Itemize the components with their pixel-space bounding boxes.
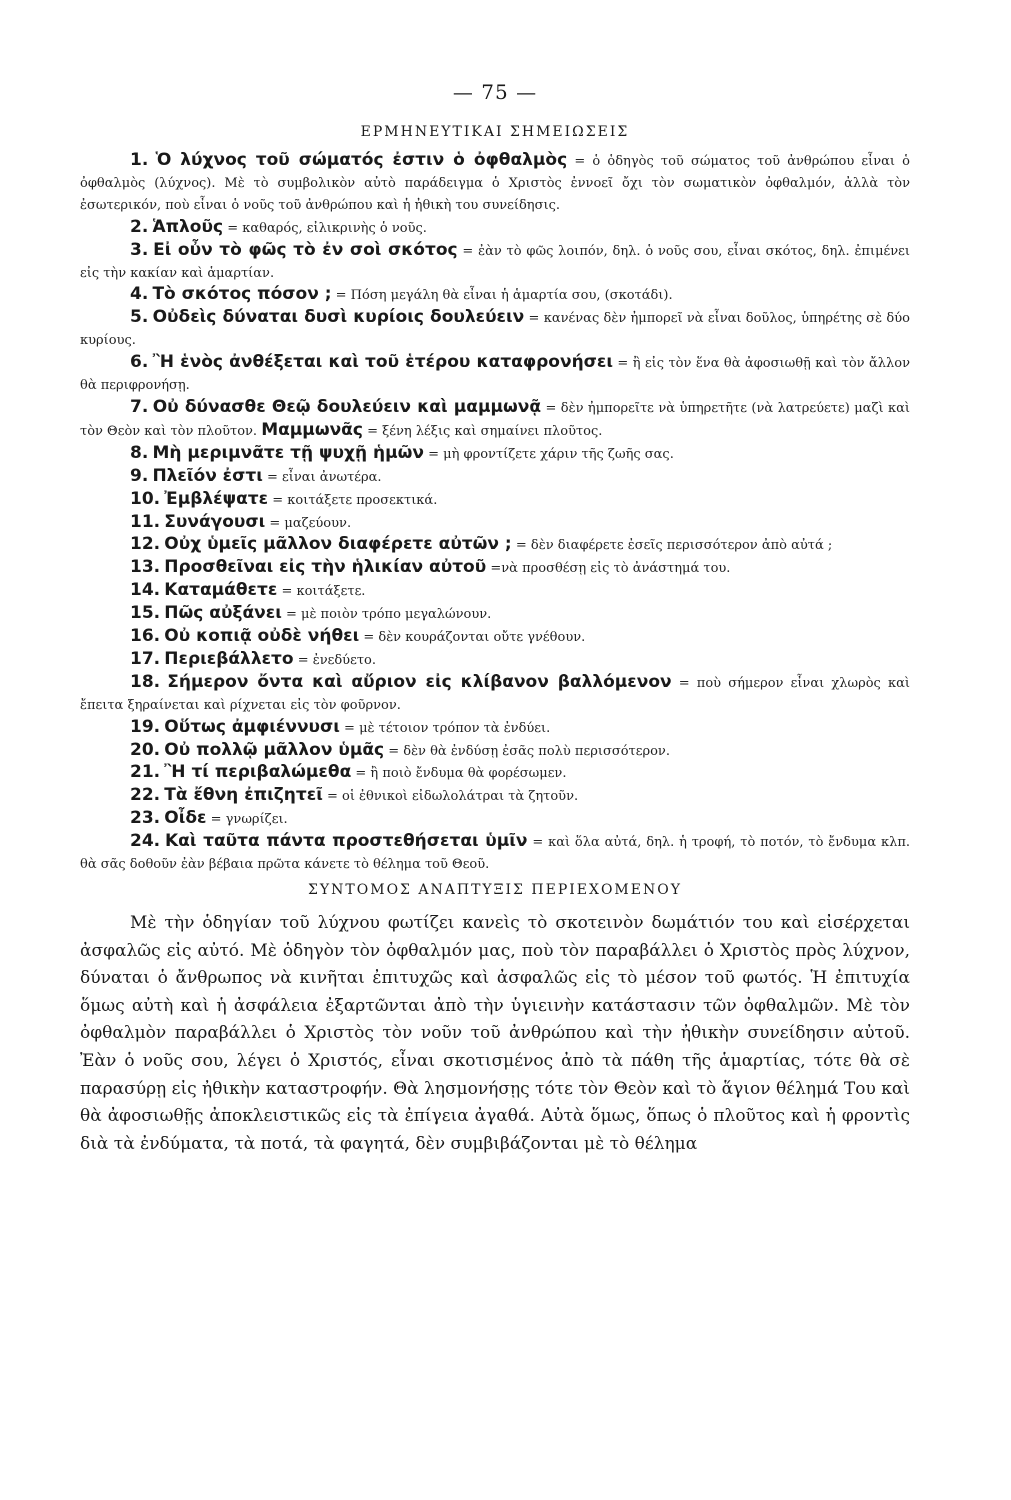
- note-number: 3.: [130, 239, 149, 260]
- note-number: 2.: [130, 216, 149, 237]
- note-item: [80, 150, 910, 217]
- note-gloss: = μαζεύουν.: [269, 515, 352, 531]
- note-term: Περιεβάλλετο: [164, 648, 294, 669]
- note-gloss: = δὲν διαφέρετε ἐσεῖς περισσότερον ἀπὸ αὐτά ;: [515, 538, 833, 554]
- note-gloss: = μὲ τέτοιον τρόπον τὰ ἐνδύει.: [344, 720, 551, 736]
- note-term: Σήμερον ὄντα καὶ αὔριον εἰς κλίβανον βαλλόμενον: [167, 671, 672, 692]
- note-item: [80, 352, 910, 397]
- note-item: [80, 466, 910, 489]
- note-number: 18.: [130, 671, 161, 692]
- note-term: Προσθεῖναι εἰς τὴν ἡλικίαν αὐτοῦ: [164, 557, 487, 578]
- note-number: 24.: [130, 831, 161, 852]
- page-number: — 75 —: [452, 80, 538, 104]
- note-number: 17.: [130, 648, 161, 669]
- note-item: [80, 240, 910, 285]
- note-item: [80, 649, 910, 672]
- note-term: Τὰ ἔθνη ἐπιζητεῖ: [164, 785, 323, 806]
- note-item: [80, 534, 910, 557]
- note-gloss: = ποὺ σήμερον εἶναι χλωρὸς καὶ ἔπειτα ξηραίνεται καὶ ρίχνεται εἰς τὸν φοῦρνον.: [80, 675, 910, 713]
- note-gloss: = καθαρός, εἰλικρινὴς ὁ νοῦς.: [227, 220, 427, 236]
- note-term: Τὸ σκότος πόσον ;: [152, 284, 332, 305]
- note-term: Καὶ ταῦτα πάντα προστεθήσεται ὑμῖν: [164, 831, 528, 852]
- note-number: 16.: [130, 626, 161, 647]
- note-term: Οὐχ ὑμεῖς μᾶλλον διαφέρετε αὐτῶν ;: [164, 534, 512, 555]
- note-term: Οὐ δύνασθε Θεῷ δουλεύειν καὶ μαμμωνᾷ: [152, 396, 542, 417]
- note-number: 13.: [130, 557, 161, 578]
- note-term: Ὁ λύχνος τοῦ σώματός ἐστιν ὁ ὀφθαλμὸς: [155, 150, 568, 170]
- note-term: Πλεῖόν ἐστι: [152, 465, 263, 486]
- page: [80, 80, 910, 1158]
- note-item: [80, 580, 910, 603]
- note-gloss: = ὁ ὁδηγὸς τοῦ σώματος τοῦ ἀνθρώπου εἶναι ὁ ὀφθαλμὸς (λύχνος). Μὲ τὸ συμβολικὸν αὐτὸ παράδειγμα ὁ Χριστὸς ἐννοεῖ ὄχι τὸν σωματικὸν ὀφθαλμόν, ἀλλὰ τὸν ἐσωτερικόν, ποὺ εἶναι ὁ νοῦς τοῦ ἀνθρώπου καὶ ἡ ἠθικὴ του συνείδησις.: [80, 154, 911, 213]
- note-number: 15.: [130, 603, 161, 624]
- note-item: [80, 831, 910, 876]
- note-number: 21.: [130, 762, 161, 783]
- note-term: Μὴ μεριμνᾶτε τῇ ψυχῇ ἡμῶν: [152, 442, 424, 463]
- note-term-secondary: Μαμμωνᾶς: [261, 419, 363, 440]
- note-number: 8.: [130, 442, 149, 463]
- note-number: 4.: [130, 284, 149, 305]
- note-gloss: = Πόση μεγάλη θὰ εἶναι ἡ ἁμαρτία σου, (σκοτάδι).: [335, 288, 673, 304]
- note-gloss: = ἐὰν τὸ φῶς λοιπόν, δηλ. ὁ νοῦς σου, εἶναι σκότος, δηλ. ἐπιμένει εἰς τὴν κακίαν καὶ ἁμαρτίαν.: [80, 243, 910, 281]
- note-gloss: = μὲ ποιὸν τρόπο μεγαλώνουν.: [285, 607, 492, 623]
- note-number: 19.: [130, 716, 161, 737]
- note-term: Οἶδε: [164, 808, 207, 829]
- note-number: 23.: [130, 808, 161, 829]
- note-item: [80, 512, 910, 535]
- note-item: [80, 626, 910, 649]
- note-item: [80, 284, 910, 307]
- note-gloss: = οἱ ἐθνικοὶ εἰδωλολάτραι τὰ ζητοῦν.: [326, 789, 579, 805]
- note-gloss: = ἐνεδύετο.: [297, 652, 376, 668]
- note-number: 5.: [130, 307, 149, 328]
- note-gloss: = δὲν θὰ ἐνδύσῃ ἐσᾶς πολὺ περισσότερον.: [388, 743, 670, 759]
- note-item: [80, 740, 910, 763]
- note-number: 10.: [130, 488, 161, 509]
- note-gloss: = ἢ εἰς τὸν ἕνα θὰ ἀφοσιωθῇ καὶ τὸν ἄλλον θὰ περιφρονήσῃ.: [80, 356, 910, 394]
- note-gloss: =νὰ προσθέσῃ εἰς τὸ ἀνάστημά του.: [490, 561, 731, 577]
- note-item: [80, 489, 910, 512]
- note-number: 11.: [130, 511, 161, 532]
- note-term: Ἢ ἑνὸς ἀνθέξεται καὶ τοῦ ἑτέρου καταφρονήσει: [152, 352, 613, 373]
- note-number: 7.: [130, 396, 149, 417]
- note-term: Ἁπλοῦς: [152, 216, 224, 237]
- note-term: Οὕτως ἀμφιέννυσι: [164, 716, 340, 737]
- note-item: [80, 397, 910, 443]
- note-term: Πῶς αὐξάνει: [164, 603, 282, 624]
- note-gloss: = ἢ ποιὸ ἔνδυμα θὰ φορέσωμεν.: [355, 766, 567, 782]
- note-number: 9.: [130, 465, 149, 486]
- note-gloss: = καὶ ὅλα αὐτά, δηλ. ἡ τροφή, τὸ ποτόν, τὸ ἔνδυμα κλπ. θὰ σᾶς δοθοῦν ἐὰν βέβαια πρῶτα κάνετε τὸ θέλημα τοῦ Θεοῦ.: [80, 835, 911, 873]
- note-term: Καταμάθετε: [164, 580, 278, 601]
- note-term: Οὐ πολλῷ μᾶλλον ὑμᾶς: [164, 739, 385, 760]
- note-item: [80, 307, 910, 352]
- note-item: [80, 785, 910, 808]
- note-gloss: = κοιτάξετε.: [281, 584, 366, 600]
- notes-heading: ΕΡΜΗΝΕΥΤΙΚΑΙ ΣΗΜΕΙΩΣΕΙΣ: [360, 124, 630, 140]
- summary-heading: ΣΥΝΤΟΜΟΣ ΑΝΑΠΤΥΞΙΣ ΠΕΡΙΕΧΟΜΕΝΟΥ: [308, 882, 682, 898]
- note-item: [80, 217, 910, 240]
- note-gloss: = δὲν ἠμπορεῖτε νὰ ὑπηρετῆτε (νὰ λατρεύετε) μαζὶ καὶ τὸν Θεὸν καὶ τὸν πλοῦτον.: [80, 400, 911, 439]
- note-gloss: = εἶναι ἀνωτέρα.: [267, 469, 382, 485]
- note-term: Εἰ οὖν τὸ φῶς τὸ ἐν σοὶ σκότος: [153, 239, 458, 260]
- note-term: Ἢ τί περιβαλώμεθα: [164, 762, 352, 783]
- note-term: Ἐμβλέψατε: [164, 488, 269, 509]
- note-number: 20.: [130, 739, 161, 760]
- note-gloss: = κοιτάξετε προσεκτικά.: [272, 492, 438, 508]
- note-gloss: = δὲν κουράζονται οὔτε γνέθουν.: [363, 630, 586, 646]
- note-gloss: = κανένας δὲν ἠμπορεῖ νὰ εἶναι δοῦλος, ὑπηρέτης σὲ δύο κυρίους.: [80, 311, 910, 349]
- note-number: 6.: [130, 352, 149, 373]
- note-number: 1.: [130, 150, 149, 170]
- note-number: 12.: [130, 534, 161, 555]
- note-item: [80, 672, 910, 717]
- note-item: [80, 808, 910, 831]
- note-item: [80, 557, 910, 580]
- note-gloss: = γνωρίζει.: [210, 812, 288, 828]
- note-number: 22.: [130, 785, 161, 806]
- notes-list: [80, 150, 910, 876]
- note-item: [80, 603, 910, 626]
- note-item: [80, 443, 910, 466]
- note-number: 14.: [130, 580, 161, 601]
- note-item: [80, 717, 910, 740]
- note-term: Οὐδεὶς δύναται δυσὶ κυρίοις δουλεύειν: [152, 307, 525, 328]
- note-gloss: = μὴ φροντίζετε χάριν τῆς ζωῆς σας.: [428, 446, 674, 462]
- note-term: Συνάγουσι: [164, 511, 266, 532]
- summary-paragraph: Μὲ τὴν ὁδηγίαν τοῦ λύχνου φωτίζει κανεὶς τὸ σκοτεινὸν δωμάτιόν του καὶ εἰσέρχεται ἀσφαλῶς εἰς αὐτό. Μὲ ὁδηγὸν τὸν ὀφθαλμόν μας, ποὺ τὸν παραβάλλει ὁ Χριστὸς πρὸς λύχνον, δύναται ὁ ἄνθρωπος νὰ κινῆται ἐπιτυχῶς καὶ ἀσφαλῶς εἰς τὸ μέσον τοῦ φωτός. Ἡ ἐπιτυχία ὅμως αὐτὴ καὶ ἡ ἀσφάλεια ἐξαρτῶνται ἀπὸ τὴν ὑγιεινὴν κατάστασιν τῶν ὀφθαλμῶν. Μὲ τὸν ὀφθαλμὸν παραβάλλει ὁ Χριστὸς τὸν νοῦν τοῦ ἀνθρώπου καὶ τὴν ἠθικὴν συνείδησιν αὐτοῦ. Ἐὰν ὁ νοῦς σου, λέγει ὁ Χριστός, εἶναι σκοτισμένος ἀπὸ τὰ πάθη τῆς ἁμαρτίας, τότε θὰ σὲ παρασύρῃ εἰς ἠθικὴν καταστροφήν. Θὰ λησμονήσῃς τότε τὸν Θεὸν καὶ τὸ ἅγιον θέλημά Του καὶ θὰ ἀφοσιωθῇς ἀποκλειστικῶς εἰς τὰ ἐπίγεια ἀγαθά. Αὐτὰ ὅμως, ὅπως ὁ πλοῦτος καὶ ἡ φροντὶς διὰ τὰ ἐνδύματα, τὰ ποτά, τὰ φαγητά, δὲν συμβιβάζονται μὲ τὸ θέλημα: [80, 913, 910, 1154]
- note-term: Οὐ κοπιᾷ οὐδὲ νήθει: [164, 626, 360, 647]
- note-item: [80, 762, 910, 785]
- note-gloss-secondary: = ξένη λέξις καὶ σημαίνει πλοῦτος.: [367, 423, 603, 439]
